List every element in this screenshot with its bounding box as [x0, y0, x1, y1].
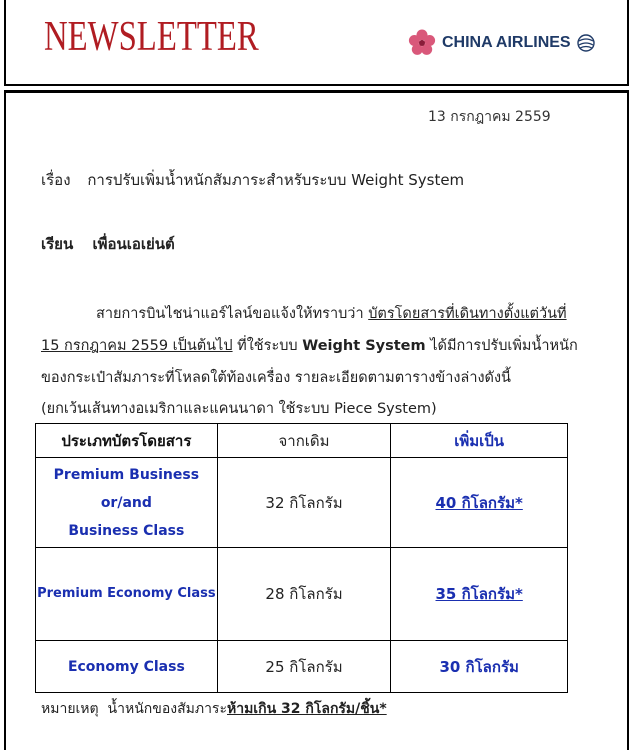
effective-date-phrase: บัตรโดยสารที่เดินทางตั้งแต่วันที่: [368, 306, 567, 322]
new-weight-link[interactable]: 40 กิโลกรัม*: [391, 458, 568, 548]
table-row: [36, 641, 568, 693]
effective-date: 15 กรกฎาคม 2559 เป็นต้นไป: [41, 338, 233, 354]
header-previous: จากเดิม: [217, 424, 391, 458]
subject-text: การปรับเพิ่มน้ำหนักสัมภาระสำหรับระบบ Weight System: [87, 171, 465, 189]
baggage-allowance-table: [35, 423, 568, 693]
letter-recipient: [41, 232, 175, 256]
new-weight-link[interactable]: 35 กิโลกรัม*: [391, 548, 568, 641]
previous-weight-cell: 28 กิโลกรัม: [217, 548, 391, 641]
fare-type-cell: Economy Class: [36, 641, 218, 693]
footnote: [41, 698, 387, 720]
header-increased: เพิ่มเป็น: [391, 424, 568, 458]
letter-date: 13 กรกฎาคม 2559: [428, 109, 551, 125]
body-line-2: [41, 334, 578, 357]
plum-blossom-icon: [408, 29, 436, 57]
skyteam-globe-icon: [577, 34, 595, 52]
table-row: [36, 548, 568, 641]
weight-system-term: Weight System: [302, 338, 426, 354]
newsletter-title: NEWSLETTER: [44, 14, 259, 60]
new-weight-cell: 30 กิโลกรัม: [391, 641, 568, 693]
letter-subject: [41, 168, 464, 192]
header-fare-type: ประเภทบัตรโดยสาร: [36, 424, 218, 458]
previous-weight-cell: 25 กิโลกรัม: [217, 641, 391, 693]
fare-type-line: or/and: [100, 494, 152, 511]
body-line-1-text: สายการบินไชน่าแอร์ไลน์ขอแจ้งให้ทราบว่า: [96, 306, 369, 322]
body-line-4: (ยกเว้นเส้นทางอเมริกาและแคนนาดา ใช้ระบบ Piece System): [41, 401, 437, 417]
body-line-3: ของกระเป๋าสัมภาระที่โหลดใต้ท้องเครื่อง รายละเอียดตามตารางข้างล่างดังนี้: [41, 370, 511, 386]
note-text: น้ำหนักของสัมภาระ: [107, 701, 227, 717]
note-emphasis: ห้ามเกิน 32 กิโลกรัม/ชิ้น*: [226, 701, 387, 717]
fare-type-line: Business Class: [68, 522, 185, 539]
fare-type-cell: [36, 458, 218, 548]
table-header-row: [36, 424, 568, 458]
newsletter-header: [4, 0, 629, 86]
previous-weight-cell: 32 กิโลกรัม: [217, 458, 391, 548]
china-airlines-logo: [408, 28, 595, 58]
subject-label: เรื่อง: [41, 171, 71, 189]
body-line-1: [96, 302, 567, 325]
fare-type-line: Premium Business: [53, 466, 200, 483]
body-line-2-text: ที่ใช้ระบบ: [232, 338, 303, 354]
body-line-2-end: ได้มีการปรับเพิ่มน้ำหนัก: [425, 338, 578, 354]
recipient-label: เรียน: [41, 235, 74, 253]
fare-type-cell: Premium Economy Class: [36, 548, 218, 641]
recipient-text: เพื่อนเอเย่นต์: [92, 235, 175, 253]
table-row: [36, 458, 568, 548]
note-label: หมายเหตุ: [41, 701, 99, 717]
logo-wordmark: CHINA AIRLINES: [442, 34, 571, 51]
